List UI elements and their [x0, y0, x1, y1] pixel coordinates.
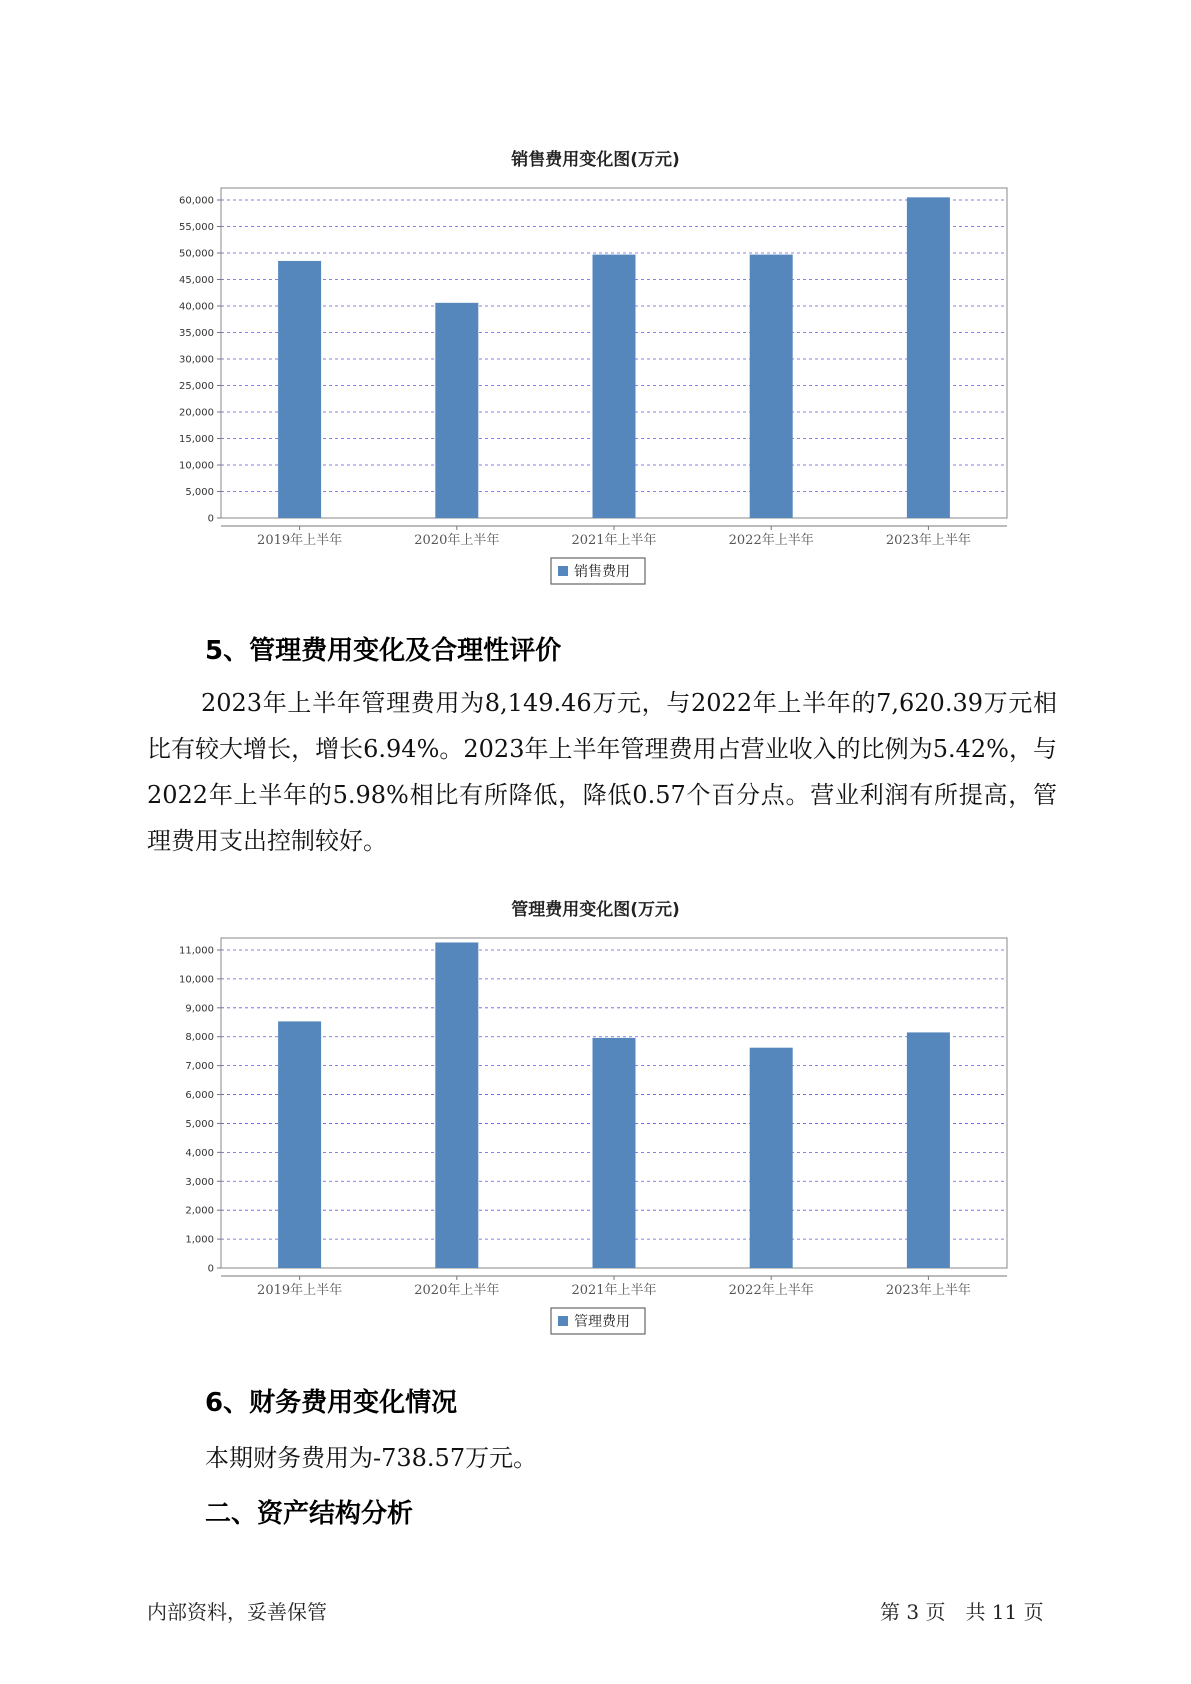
y-tick-label: 45,000 [179, 275, 214, 286]
x-tick-label: 2023年上半年 [885, 1283, 971, 1298]
x-tick-label: 2023年上半年 [885, 533, 971, 548]
bar [907, 1032, 950, 1268]
bar [435, 303, 478, 518]
y-tick-label: 5,000 [185, 487, 214, 498]
y-tick-label: 30,000 [179, 354, 214, 366]
y-tick-label: 55,000 [179, 222, 214, 233]
section-two-heading: 二、资产结构分析 [205, 1499, 414, 1529]
bar [278, 1021, 321, 1268]
y-tick-label: 7,000 [185, 1061, 214, 1073]
y-tick-label: 35,000 [179, 328, 214, 339]
y-tick-label: 0 [207, 1263, 214, 1275]
footer-page-number: 第 3 页 共 11 页 [880, 1600, 1044, 1624]
bar [593, 255, 636, 518]
bar [750, 1048, 793, 1268]
legend-swatch [558, 566, 568, 576]
y-tick-label: 8,000 [185, 1032, 214, 1044]
y-tick-label: 11,000 [179, 945, 214, 957]
bar [593, 1038, 636, 1268]
footer-confidential: 内部资料，妥善保管 [147, 1600, 327, 1624]
sales-expense-chart [0, 182, 1191, 612]
x-tick-label: 2019年上半年 [257, 1283, 343, 1298]
y-tick-label: 20,000 [179, 407, 214, 419]
x-tick-label: 2020年上半年 [414, 1283, 500, 1298]
y-tick-label: 9,000 [185, 1003, 214, 1015]
x-tick-label: 2019年上半年 [257, 533, 343, 548]
section-6-text: 本期财务费用为-738.57万元。 [205, 1444, 538, 1472]
admin-chart-title: 管理费用变化图(万元) [511, 900, 680, 920]
bar [907, 197, 950, 518]
y-tick-label: 5,000 [185, 1118, 214, 1130]
y-tick-label: 15,000 [179, 434, 214, 445]
legend [551, 558, 645, 584]
legend [551, 1308, 645, 1334]
y-tick-label: 50,000 [179, 248, 214, 260]
y-tick-label: 6,000 [185, 1090, 214, 1102]
x-tick-label: 2022年上半年 [728, 533, 814, 548]
legend-label: 管理费用 [574, 1314, 630, 1330]
y-axis-ticks [179, 946, 221, 1275]
section-6-heading: 6、财务费用变化情况 [205, 1388, 458, 1418]
y-tick-label: 60,000 [179, 195, 214, 207]
x-axis-labels [257, 526, 971, 548]
legend-label: 销售费用 [574, 564, 630, 580]
section-5-paragraph: 2023年上半年管理费用为8,149.46万元，与2022年上半年的7,620.39万元相比有较大增长，增长6.94%。2023年上半年管理费用占营业收入的比例为5.42%，与2022年上半年的5.98%相比有所降低，降低0.57个百分点。营业利润有所提高，管理费用支出控制较好。 [147, 689, 1057, 855]
bar [435, 942, 478, 1268]
x-tick-label: 2022年上半年 [728, 1283, 814, 1298]
x-tick-label: 2021年上半年 [571, 1283, 657, 1298]
x-axis-labels [257, 1276, 971, 1298]
y-tick-label: 10,000 [179, 460, 214, 472]
x-tick-label: 2021年上半年 [571, 533, 657, 548]
bar [278, 261, 321, 518]
section-5-heading: 5、管理费用变化及合理性评价 [205, 636, 562, 666]
y-tick-label: 1,000 [185, 1234, 214, 1246]
y-tick-label: 25,000 [179, 381, 214, 392]
y-tick-label: 10,000 [179, 974, 214, 986]
y-axis-ticks [179, 196, 221, 525]
x-tick-label: 2020年上半年 [414, 533, 500, 548]
bar [750, 255, 793, 518]
y-tick-label: 2,000 [185, 1205, 214, 1217]
y-tick-label: 4,000 [185, 1147, 214, 1159]
sales-chart-title: 销售费用变化图(万元) [511, 150, 680, 170]
admin-expense-chart [0, 932, 1191, 1362]
y-tick-label: 3,000 [185, 1176, 214, 1188]
y-tick-label: 40,000 [179, 301, 214, 313]
y-tick-label: 0 [207, 513, 214, 525]
legend-swatch [558, 1316, 568, 1326]
